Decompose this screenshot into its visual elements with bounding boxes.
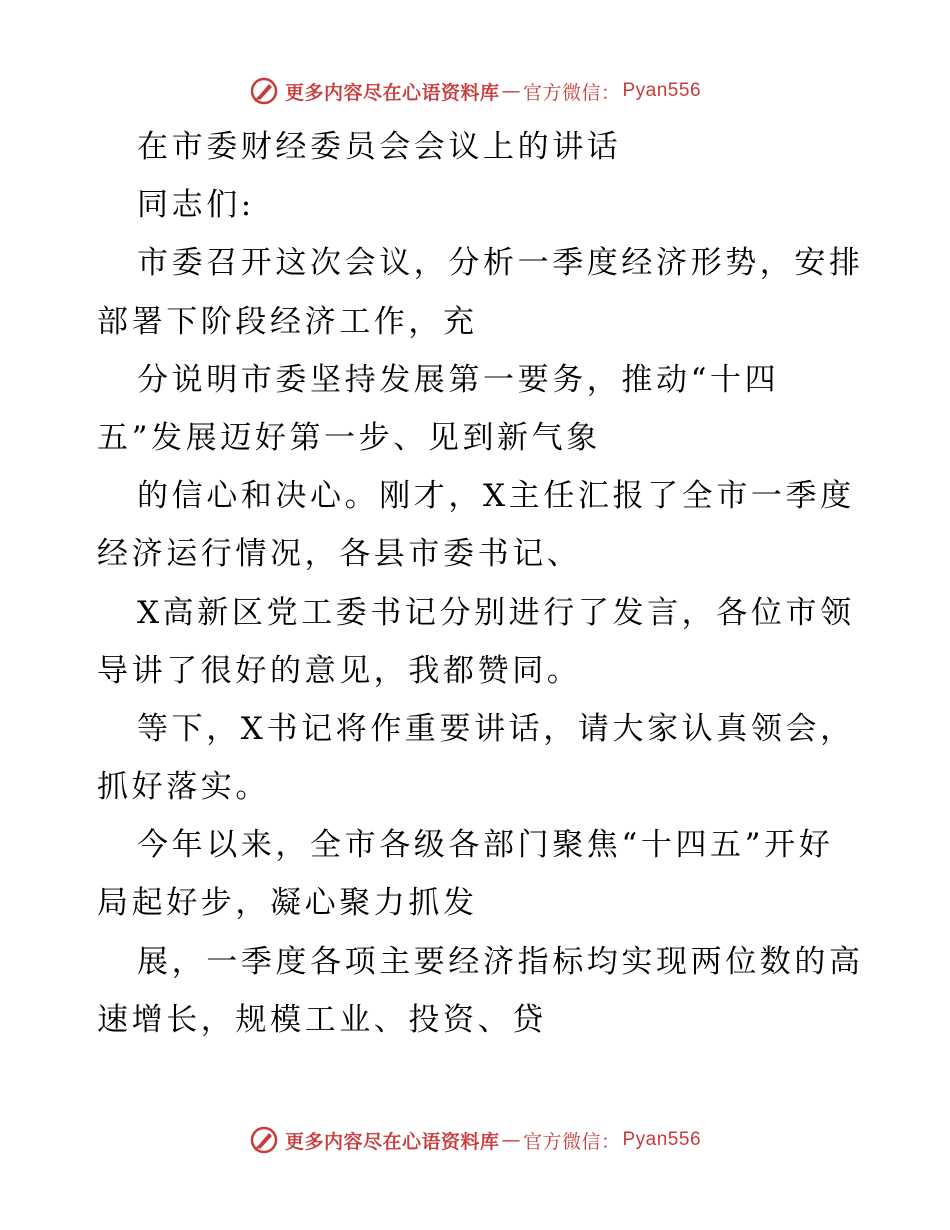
document-line: 速增长，规模工业、投资、贷	[97, 1001, 547, 1038]
watermark-separator: —	[501, 80, 521, 102]
document-line: 同志们:	[137, 187, 255, 224]
document-line: 市委召开这次会议，分析一季度经济形势，安排	[137, 245, 864, 282]
document-line: 今年以来，全市各级各部门聚焦“十四五”开好	[137, 827, 834, 864]
document-line: 分说明市委坚持发展第一要务，推动“十四	[137, 361, 780, 398]
watermark-wechat-id: Pyan556	[622, 1129, 702, 1150]
document-body	[97, 118, 864, 1049]
document-line: 展，一季度各项主要经济指标均实现两位数的高	[137, 943, 864, 980]
document-line: 局起好步，凝心聚力抓发	[97, 885, 478, 922]
document-line: 部署下阶段经济工作，充	[97, 303, 478, 340]
document-line: 等下，X书记将作重要讲话，请大家认真领会，	[137, 710, 855, 747]
document-line: X高新区党工委书记分别进行了发言，各位市领	[137, 594, 855, 631]
document-line: 抓好落实。	[97, 769, 270, 806]
watermark-wechat-id: Pyan556	[622, 80, 702, 101]
watermark-main-text: 更多内容尽在心语资料库	[284, 81, 500, 104]
watermark-sub-text: 官方微信：	[522, 81, 621, 104]
document-line: 五”发展迈好第一步、见到新气象	[97, 419, 601, 456]
quill-seal-icon	[249, 76, 279, 106]
watermark-main-text: 更多内容尽在心语资料库	[284, 1130, 500, 1153]
header-watermark	[0, 71, 950, 111]
quill-seal-icon	[249, 1125, 279, 1155]
watermark-sub-text: 官方微信：	[522, 1130, 621, 1153]
document-line: 导讲了很好的意见，我都赞同。	[97, 652, 582, 689]
document-line: 的信心和决心。刚才，X主任汇报了全市一季度	[137, 478, 855, 515]
document-line: 经济运行情况，各县市委书记、	[97, 536, 582, 573]
watermark-separator: —	[501, 1129, 521, 1151]
footer-watermark	[0, 1120, 950, 1160]
document-title: 在市委财经委员会会议上的讲话	[137, 129, 622, 165]
